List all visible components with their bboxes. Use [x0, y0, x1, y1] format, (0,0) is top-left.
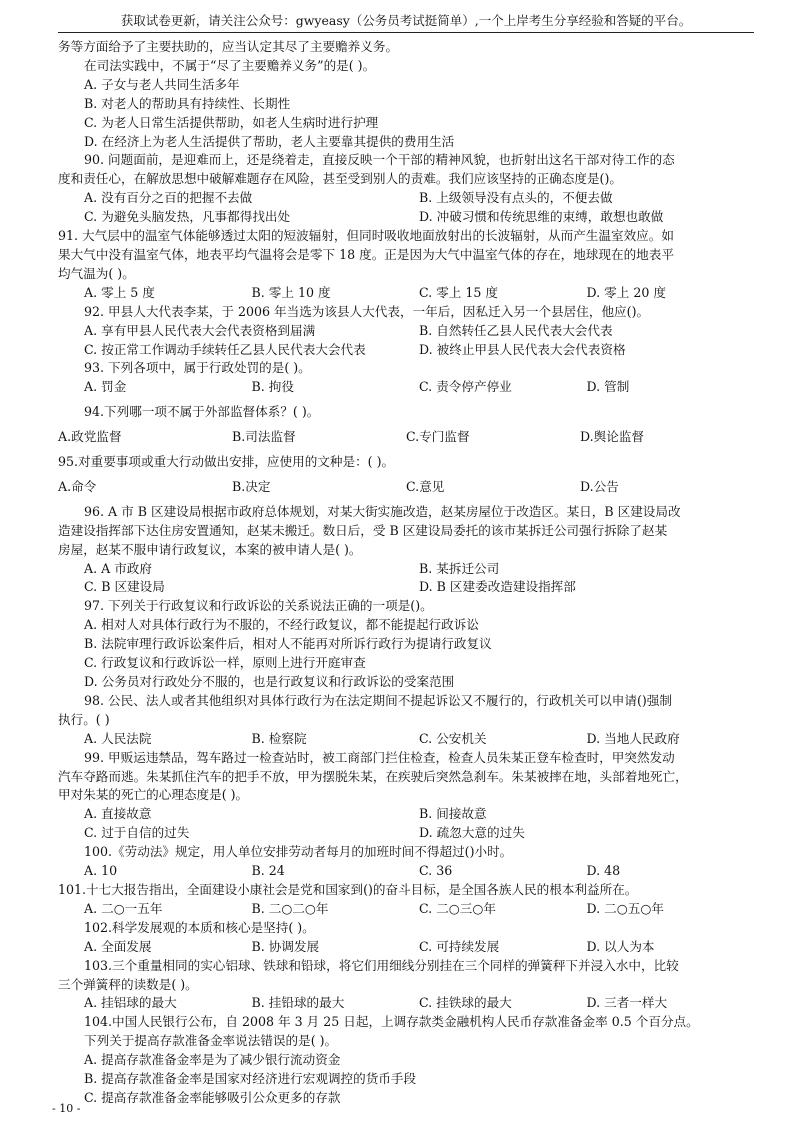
- q101-option-c: C. 二○三○年: [419, 900, 496, 916]
- q104-stem-line2: 下列关于提高存款准备金率说法错误的是( )。: [84, 1033, 338, 1049]
- q104-option-b: B. 提高存款准备金率是国家对经济进行宏观调控的货币手段: [84, 1071, 417, 1087]
- q96-options-row2: [58, 578, 754, 597]
- q98-option-d: D. 当地人民政府: [586, 730, 680, 746]
- q92-option-b: B. 自然转任乙县人民代表大会代表: [419, 322, 613, 338]
- q91-option-c: C. 零上 15 度: [419, 284, 499, 300]
- q99-stem-line3: 甲对朱某的死亡的心理态度是( )。: [58, 787, 249, 803]
- q93-stem: 93. 下列各项中，属于行政处罚的是( )。: [84, 360, 311, 376]
- q93-option-a: A. 罚金: [84, 379, 127, 395]
- q90-stem-line1: 90. 问题面前，是迎难而上，还是绕着走，直接反映一个干部的精神风貌，也折射出这名干部对待工作的态: [84, 152, 675, 168]
- q89-option-a: A. 子女与老人共同生活多年: [84, 76, 240, 92]
- q91-option-b: B. 零上 10 度: [251, 284, 331, 300]
- q101-options: [58, 900, 754, 919]
- page-content: [58, 38, 754, 1108]
- q100-option-a: A. 10: [84, 863, 118, 879]
- q101-option-d: D. 二○五○年: [586, 900, 664, 916]
- q98-option-a: A. 人民法院: [84, 730, 152, 746]
- q92-options-row1: [58, 322, 754, 341]
- q101-option-a: A. 二○一五年: [84, 900, 163, 916]
- q103-option-c: C. 挂铁球的最大: [419, 995, 512, 1011]
- q96-stem-line1: 96. A 市 B 区建设局根据市政府总体规划，对某大街实施改造，赵某房屋位于改造区。某日，B 区建设局改: [84, 503, 681, 519]
- q100-option-b: B. 24: [251, 863, 285, 879]
- q91-options: [58, 284, 754, 303]
- q89-option-c: C. 为老人日常生活提供帮助，如老人生病时进行护理: [84, 114, 379, 130]
- q95-option-c: C.意见: [406, 478, 445, 494]
- q99-option-a: A. 直接故意: [84, 806, 152, 822]
- q102-option-c: C. 可持续发展: [419, 938, 500, 954]
- q90-option-b: B. 上级领导没有点头的，不便去做: [419, 190, 613, 206]
- q90-options-row2: [58, 208, 754, 227]
- q97-option-d: D. 公务员对行政处分不服的，也是行政复议和行政诉讼的受案范围: [84, 674, 455, 689]
- q92-option-c: C. 按正常工作调动手续转任乙县人民代表大会代表: [84, 341, 366, 357]
- q104-stem-line1: 104.中国人民银行公布，自 2008 年 3 月 25 日起，上调存款类金融机构人民币存款准备金率 0.5 个百分点。: [84, 1014, 699, 1030]
- q89-option-d: D. 在经济上为老人生活提供了帮助，老人主要靠其提供的费用生活: [84, 133, 455, 149]
- q90-option-a: A. 没有百分之百的把握不去做: [84, 190, 253, 206]
- q94-option-c: C.专门监督: [406, 429, 470, 445]
- q95-option-b: B.决定: [232, 478, 271, 494]
- q89-lead: 务等方面给予了主要扶助的，应当认定其尽了主要赡养义务。: [58, 39, 399, 54]
- q96-stem-line3: 房屋，赵某不服申请行政复议，本案的被申请人是( )。: [58, 541, 362, 557]
- q101-stem: 101.十七大报告指出，全面建设小康社会是党和国家到()的奋斗目标，是全国各族人民的根本利益所在。: [58, 881, 638, 897]
- q91-stem-line3: 均气温为( )。: [58, 265, 135, 281]
- q98-stem-line1: 98. 公民、法人或者其他组织对具体行政行为在法定期间不提起诉讼又不履行的，行政机关可以申请()强制: [84, 692, 672, 708]
- q102-stem: 102.科学发展观的本质和核心是坚持( )。: [84, 919, 315, 935]
- q102-option-a: A. 全面发展: [84, 938, 152, 954]
- q99-option-c: C. 过于自信的过失: [84, 825, 190, 841]
- q98-stem-line2: 执行。( ): [58, 711, 110, 727]
- q90-options-row1: [58, 189, 754, 208]
- q98-option-b: B. 检察院: [251, 730, 307, 746]
- q100-option-d: D. 48: [586, 863, 621, 879]
- q99-option-b: B. 间接故意: [419, 806, 487, 822]
- q90-stem-line2: 度和责任心，在解放思想中破解难题存在风险，甚至受到别人的责难。我们应该坚持的正确态度是()。: [58, 171, 622, 187]
- q103-options: [58, 994, 754, 1013]
- q99-option-d: D. 疏忽大意的过失: [419, 825, 525, 841]
- q102-options: [58, 938, 754, 957]
- q96-stem-line2: 造建设指挥部下达住房安置通知，赵某未搬迁。数日后，受 B 区建设局委托的该市某拆迁公司强行拆除了赵某: [58, 522, 668, 538]
- q101-option-b: B. 二○二○年: [251, 900, 329, 916]
- q92-option-a: A. 享有甲县人民代表大会代表资格到届满: [84, 322, 316, 338]
- q90-option-d: D. 冲破习惯和传统思维的束缚，敢想也敢做: [419, 209, 664, 225]
- q99-options-row2: [58, 824, 754, 843]
- q100-option-c: C. 36: [419, 863, 453, 879]
- page-number: - 10 -: [52, 1102, 81, 1115]
- q91-stem-line2: 果大气中没有温室气体，地表平均气温将会是零下 18 度。正是因为大气中温室气体的存在，地球现在的地表平: [58, 246, 674, 262]
- page-header: 获取试卷更新，请关注公众号：gwyeasy（公务员考试挺简单）,一个上岸考生分享经验和答疑的平台。: [58, 12, 754, 33]
- q99-options-row1: [58, 805, 754, 824]
- q103-stem-line2: 三个弹簧秤的读数是( )。: [58, 976, 198, 992]
- q100-stem: 100.《劳动法》规定，用人单位安排劳动者每月的加班时间不得超过()小时。: [84, 844, 513, 860]
- q98-options: [58, 730, 754, 749]
- q100-options: [58, 862, 754, 881]
- q90-option-c: C. 为避免头脑发热，凡事都得找出处: [84, 209, 291, 225]
- q99-stem-line1: 99. 甲贩运违禁品，驾车路过一检查站时，被工商部门拦住检查，检查人员朱某正登车检查时，甲突然发动: [84, 749, 675, 765]
- q93-options: [58, 378, 754, 397]
- q95-option-a: A.命令: [58, 478, 97, 494]
- q91-option-d: D. 零上 20 度: [586, 284, 666, 300]
- q95-option-d: D.公告: [580, 478, 619, 494]
- q94-options: [58, 428, 754, 447]
- q96-option-a: A. A 市政府: [84, 560, 152, 576]
- q104-option-c: C. 提高存款准备金率能够吸引公众更多的存款: [84, 1089, 341, 1105]
- q103-option-b: B. 挂铅球的最大: [251, 995, 345, 1011]
- q91-stem-line1: 91. 大气层中的温室气体能够透过太阳的短波辐射，但同时吸收地面放射出的长波辐射，从而产生温室效应。如: [58, 228, 674, 244]
- q91-option-a: A. 零上 5 度: [84, 284, 155, 300]
- q103-option-d: D. 三者一样大: [586, 995, 668, 1011]
- q97-option-c: C. 行政复议和行政诉讼一样，原则上进行开庭审查: [84, 655, 366, 671]
- q96-options-row1: [58, 560, 754, 579]
- q94-stem: 94.下列哪一项不属于外部监督体系？( )。: [84, 404, 320, 420]
- q97-stem: 97. 下列关于行政复议和行政诉讼的关系说法正确的一项是()。: [84, 598, 433, 614]
- q96-option-b: B. 某拆迁公司: [419, 560, 500, 576]
- q96-option-c: C. B 区建设局: [84, 579, 165, 595]
- q96-option-d: D. B 区建委改造建设指挥部: [419, 579, 576, 595]
- q93-option-b: B. 拘役: [251, 379, 294, 395]
- q92-options-row2: [58, 341, 754, 360]
- q93-option-c: C. 责令停产停业: [419, 379, 512, 395]
- q89-option-b: B. 对老人的帮助具有持续性、长期性: [84, 95, 291, 111]
- q103-option-a: A. 挂铝球的最大: [84, 995, 177, 1011]
- q97-option-a: A. 相对人对具体行政行为不服的，不经行政复议，都不能提起行政诉讼: [84, 617, 479, 633]
- q97-option-b: B. 法院审理行政诉讼案件后，相对人不能再对所诉行政行为提请行政复议: [84, 636, 492, 652]
- q99-stem-line2: 汽车夺路而逃。朱某抓住汽车的把手不放，甲为摆脱朱某，在疾驶后突然急刹车。朱某被摔在地，头部着地死亡，: [58, 768, 688, 784]
- q94-option-d: D.舆论监督: [580, 429, 645, 445]
- q92-stem: 92. 甲县人大代表李某，于 2006 年当选为该县人大代表，一年后，因私迁入另一个县居住，他应()。: [84, 303, 650, 319]
- q94-option-b: B.司法监督: [232, 429, 296, 445]
- q94-option-a: A.政党监督: [58, 429, 122, 445]
- q102-option-b: B. 协调发展: [251, 938, 320, 954]
- q93-option-d: D. 管制: [586, 379, 630, 395]
- q95-options: [58, 478, 754, 497]
- q95-stem: 95.对重要事项或重大行动做出安排，应使用的文种是：( )。: [58, 454, 395, 470]
- q103-stem-line1: 103.三个重量相同的实心铝球、铁球和铅球，将它们用细线分别挂在三个同样的弹簧秤下并浸入水中，比较: [84, 957, 679, 973]
- q89-stem: 在司法实践中，不属于“尽了主要赡养义务”的是( )。: [84, 57, 376, 73]
- q102-option-d: D. 以人为本: [586, 938, 655, 954]
- q104-option-a: A. 提高存款准备金率是为了减少银行流动资金: [84, 1052, 341, 1068]
- q92-option-d: D. 被终止甲县人民代表大会代表资格: [419, 341, 626, 357]
- q98-option-c: C. 公安机关: [419, 730, 487, 746]
